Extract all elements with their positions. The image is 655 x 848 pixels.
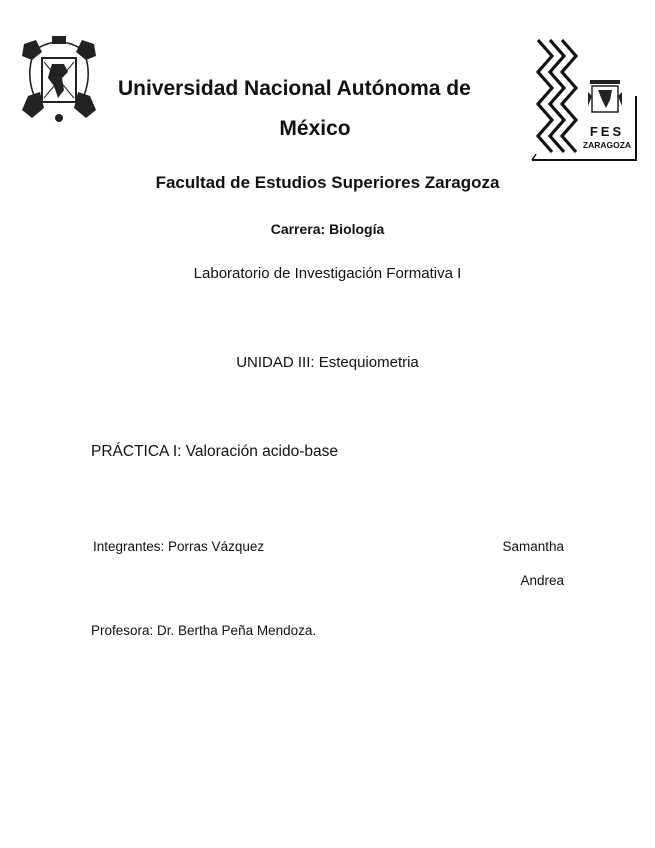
professor-label: Profesora: Dr. Bertha Peña Mendoza.	[91, 623, 317, 638]
unit-title: UNIDAD III: Estequiometria	[236, 354, 419, 371]
fes-logo-subtext: ZARAGOZA	[582, 140, 632, 150]
faculty-title: Facultad de Estudios Superiores Zaragoza	[155, 173, 500, 192]
fes-logo-text: FES	[589, 124, 625, 139]
practice-title: PRÁCTICA I: Valoración acido-base	[91, 443, 338, 460]
career-label: Carrera: Biología	[270, 221, 385, 237]
university-title-line1: Universidad Nacional Autónoma de	[118, 77, 471, 100]
member-first-name: Samantha	[502, 539, 564, 554]
members-label: Integrantes: Porras Vázquez	[93, 539, 265, 554]
university-title-line2: México	[279, 117, 351, 140]
member-second-name: Andrea	[520, 573, 564, 588]
fes-zaragoza-logo-icon	[528, 36, 640, 166]
course-title: Laboratorio de Investigación Formativa I	[193, 265, 462, 282]
unam-crest-icon	[18, 34, 100, 124]
